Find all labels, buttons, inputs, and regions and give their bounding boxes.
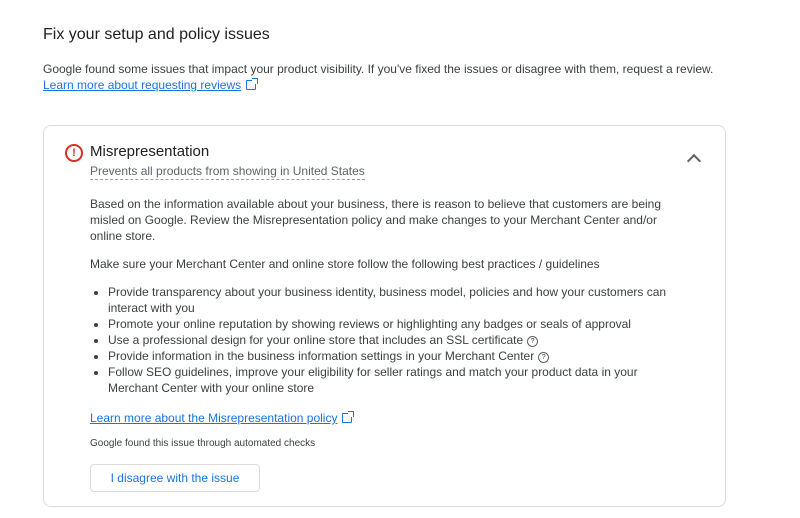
external-link-icon (246, 80, 256, 90)
intro (43, 61, 713, 93)
list-item: • Use a professional design for your online store that includes an SSL certificate ? (108, 332, 670, 348)
source-note: Google found this issue through automated checks (90, 438, 316, 449)
help-icon[interactable]: ? (527, 336, 538, 347)
issue-body (90, 196, 670, 492)
help-icon[interactable]: ? (538, 352, 549, 363)
intro-text: Google found some issues that impact your product visibility. If you've fixed the issues or disagree with them, request a review. (43, 62, 714, 76)
page-title: Fix your setup and policy issues (43, 26, 270, 43)
issue-title: Misrepresentation (90, 143, 210, 160)
external-link-icon (342, 413, 352, 423)
link-label: Learn more about the Misrepresentation policy (90, 411, 338, 425)
error-icon: ! (65, 144, 83, 162)
learn-more-reviews-link[interactable] (43, 78, 241, 92)
guidelines-intro: Make sure your Merchant Center and online store follow the following best practices / guidelines (90, 257, 600, 271)
list-item: • Provide information in the business information settings in your Merchant Center ? (108, 348, 670, 364)
guidelines-list (90, 284, 670, 396)
disagree-button[interactable]: I disagree with the issue (90, 464, 260, 492)
collapse-chevron-icon[interactable] (687, 154, 701, 168)
issue-subtitle[interactable]: Prevents all products from showing in United States (90, 164, 365, 178)
policy-link[interactable] (90, 411, 337, 425)
issue-card (43, 125, 726, 507)
list-item: • Promote your online reputation by showing reviews or highlighting any badges or seals of approval (108, 316, 670, 332)
list-item: • Provide transparency about your business identity, business model, policies and how your customers can interact with you (108, 284, 670, 316)
link-label: Learn more about requesting reviews (43, 78, 242, 92)
list-item: • Follow SEO guidelines, improve your eligibility for seller ratings and match your product data in your Merchant Center with your online store (108, 364, 670, 396)
issue-description: Based on the information available about your business, there is reason to believe that customers are being misled on Google. Review the Misrepresentation policy and make changes to your Merchant Center and/or online store. (90, 197, 662, 243)
